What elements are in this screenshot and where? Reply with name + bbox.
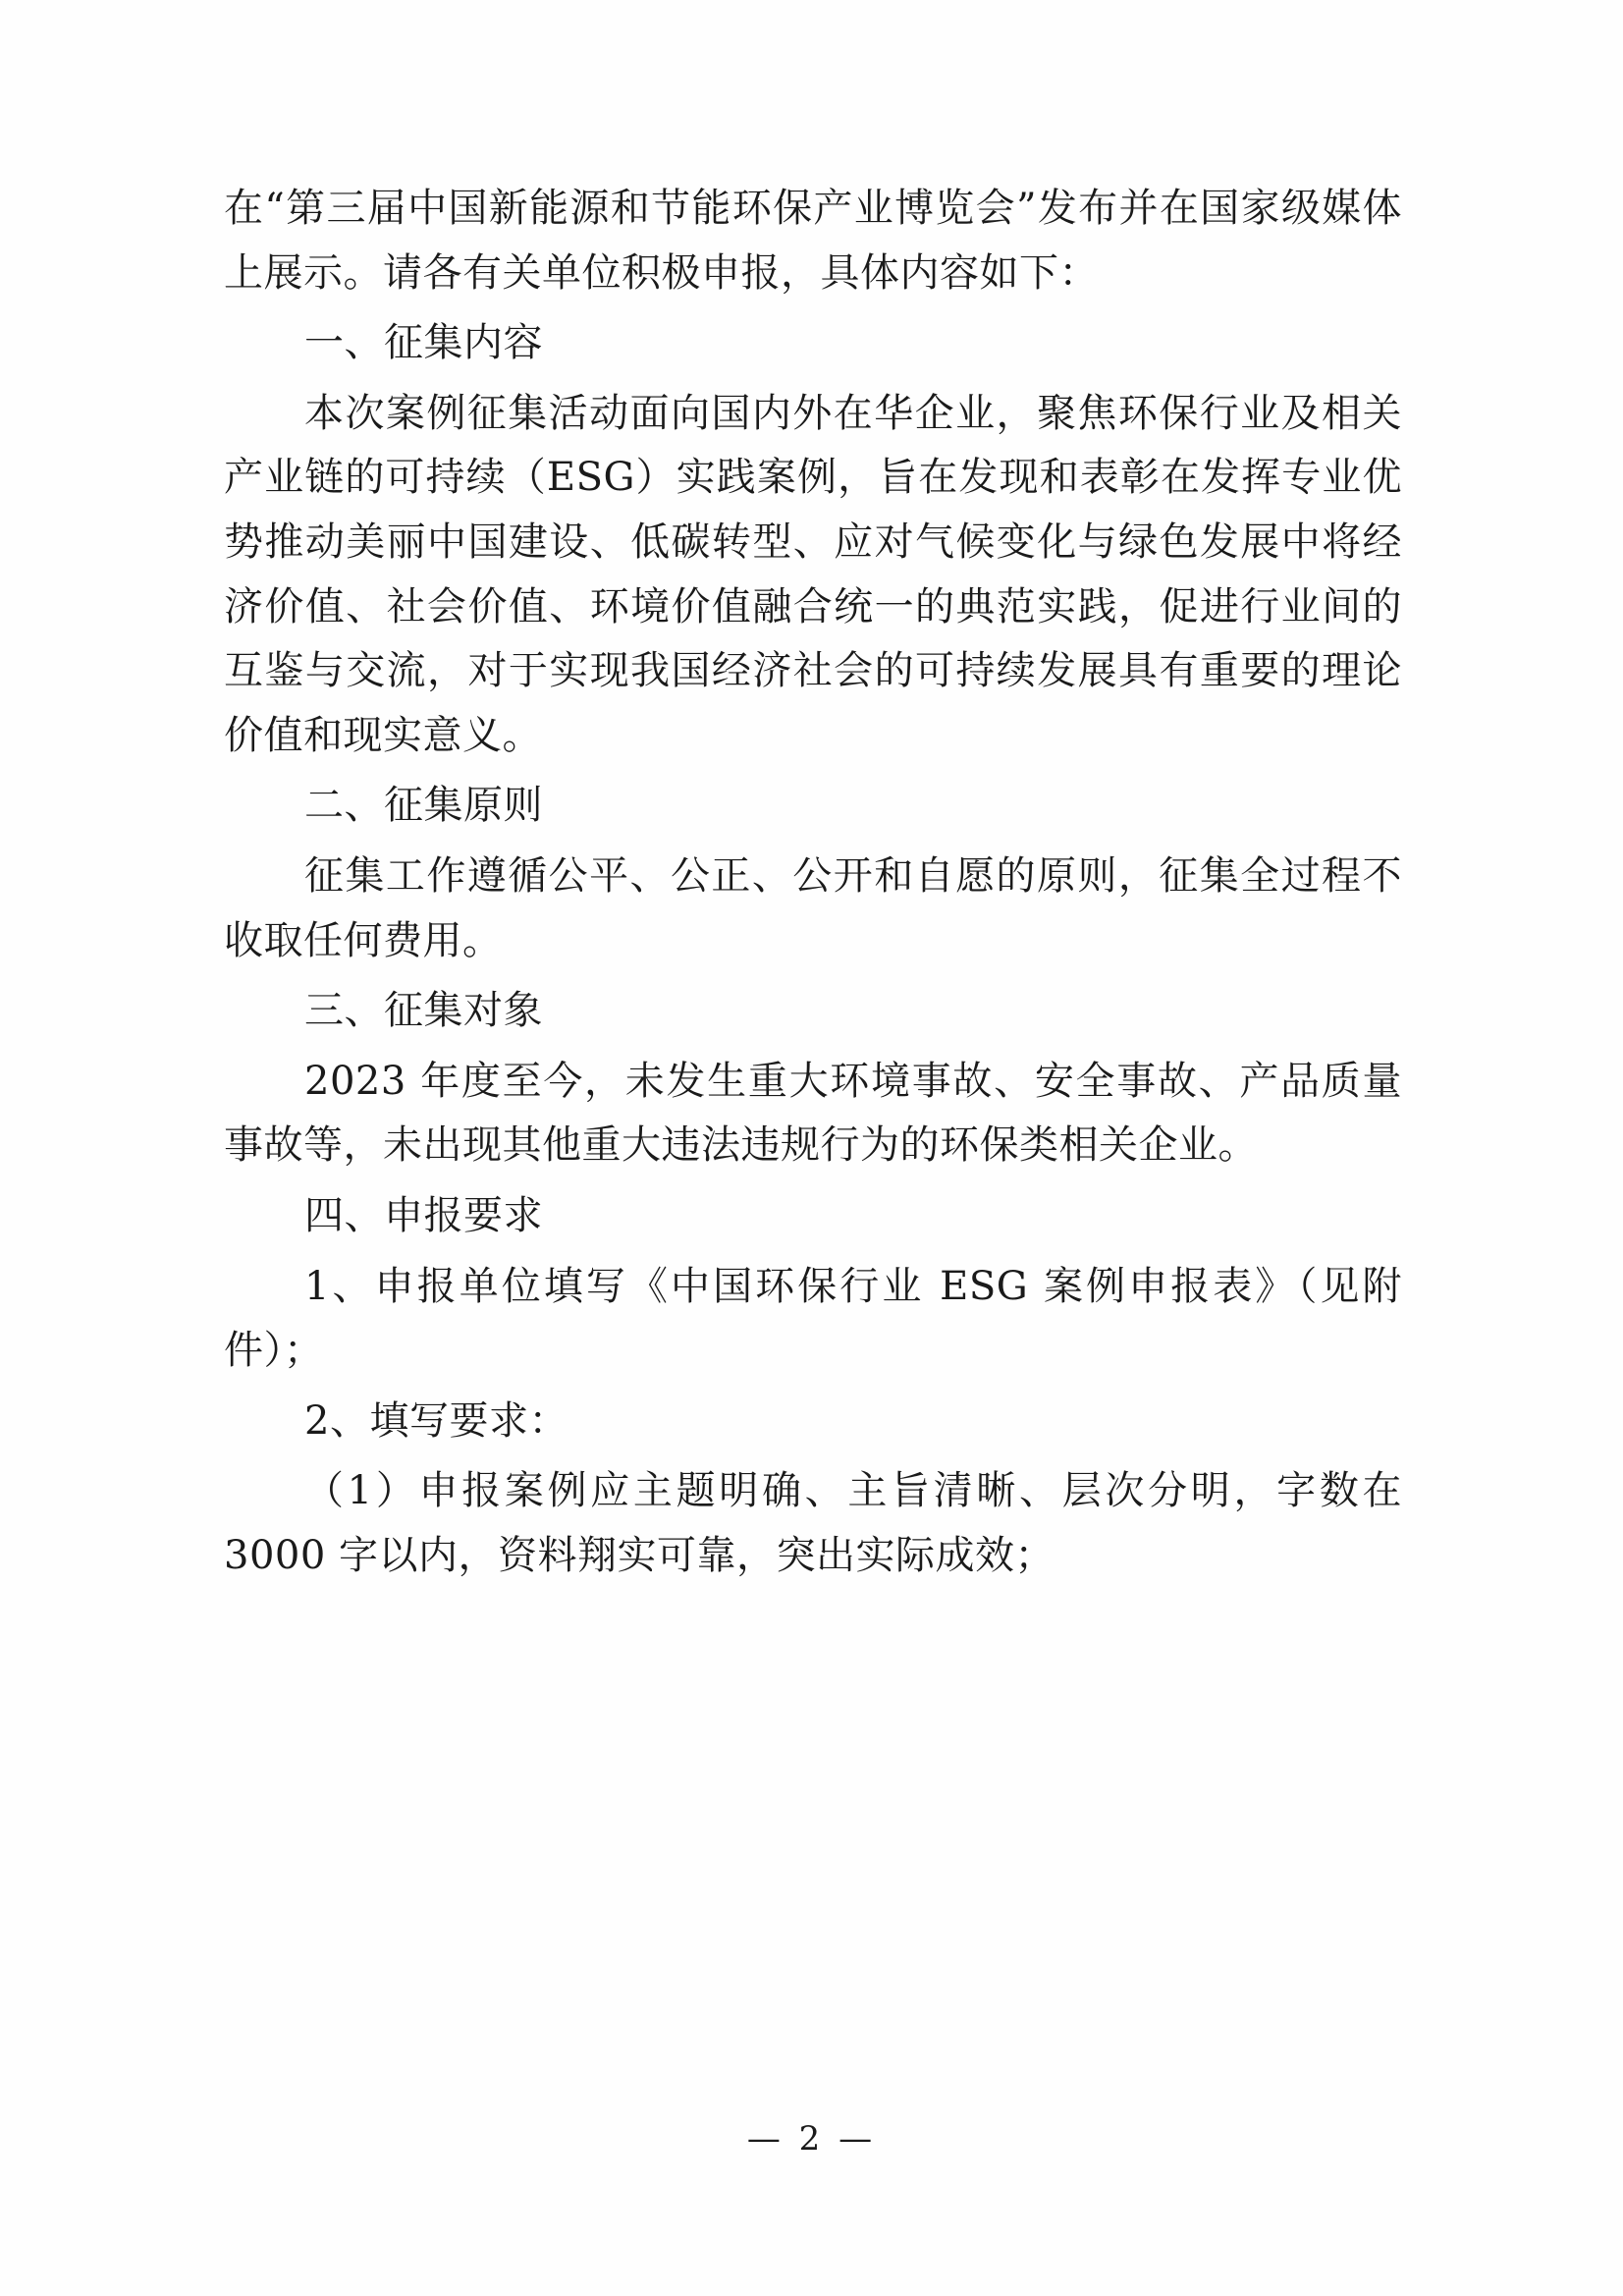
paragraph-intro: 在“第三届中国新能源和节能环保产业博览会”发布并在国家级媒体上展示。请各有关单位积极申报，具体内容如下：: [224, 186, 1402, 296]
paragraph-section-4-item-1: 1、申报单位填写《中国环保行业 ESG 案例申报表》（见附件）；: [224, 1263, 1402, 1374]
heading-section-3: 三、征集对象: [304, 988, 543, 1034]
heading-section-4: 四、申报要求: [304, 1192, 543, 1238]
document-body: [224, 177, 1402, 1594]
paragraph-section-1-body: 本次案例征集活动面向国内外在华企业，聚焦环保行业及相关产业链的可持续（ESG）实践案例，旨在发现和表彰在发挥专业优势推动美丽中国建设、低碳转型、应对气候变化与绿色发展中将经济价值、社会价值、环境价值融合统一的典范实践，促进行业间的互鉴与交流，对于实现我国经济社会的可持续发展具有重要的理论价值和现实意义。: [224, 390, 1402, 758]
page-number: — 2 —: [746, 2119, 877, 2159]
paragraph-section-3-body: 2023 年度至今，未发生重大环境事故、安全事故、产品质量事故等，未出现其他重大违法违规行为的环保类相关企业。: [224, 1058, 1402, 1169]
paragraph-section-2-body: 征集工作遵循公平、公正、公开和自愿的原则，征集全过程不收取任何费用。: [224, 852, 1402, 963]
paragraph-section-4-item-2: 2、填写要求：: [304, 1397, 568, 1444]
heading-section-1: 一、征集内容: [304, 320, 543, 366]
heading-section-2: 二、征集原则: [304, 783, 543, 829]
paragraph-section-4-item-2-1: （1）申报案例应主题明确、主旨清晰、层次分明，字数在 3000 字以内，资料翔实可靠，突出实际成效；: [224, 1468, 1402, 1578]
